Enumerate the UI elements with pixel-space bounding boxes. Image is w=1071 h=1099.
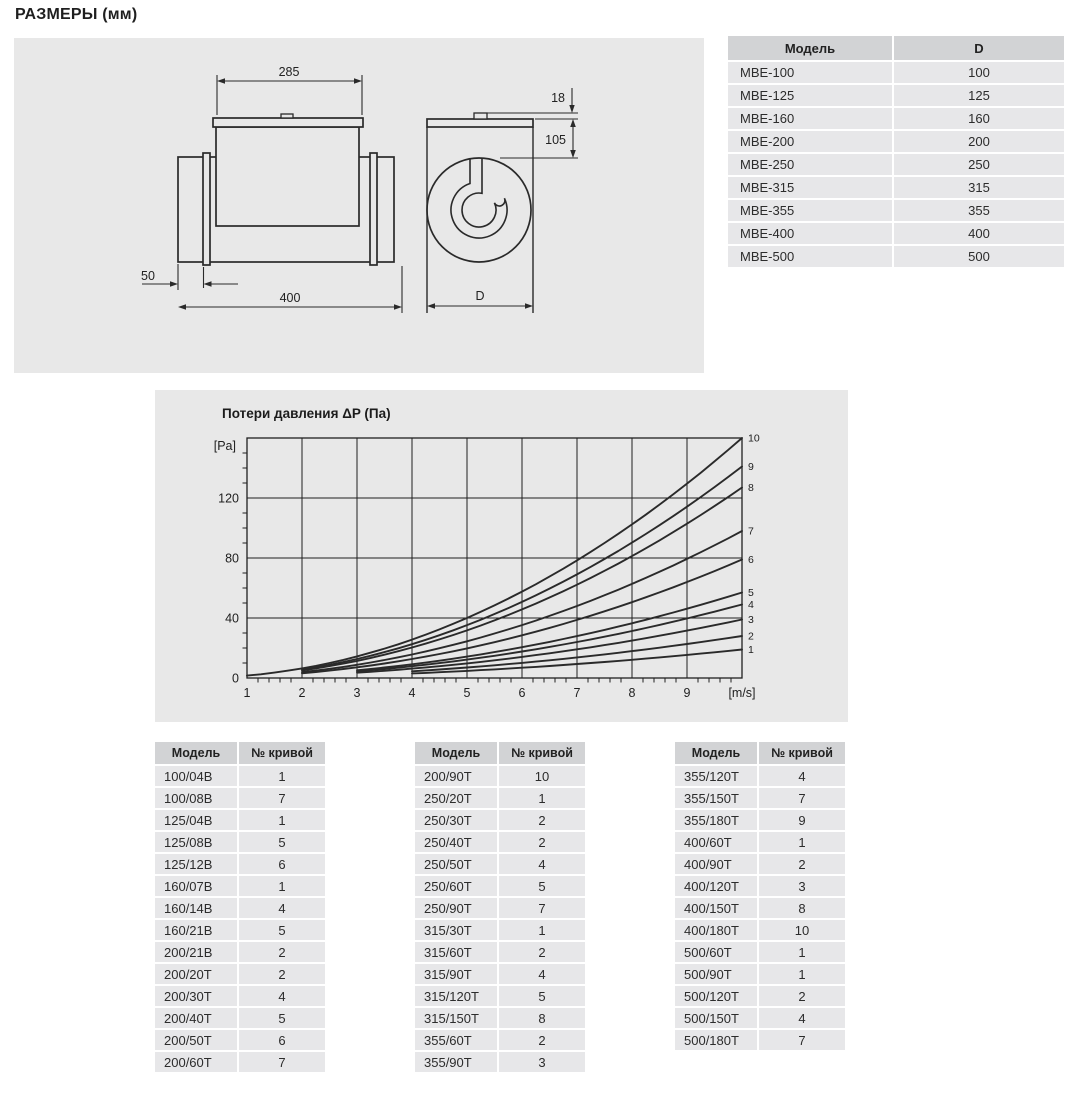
- table-row: [415, 766, 585, 786]
- model-cell: MBE-400: [728, 223, 892, 244]
- curve-label-5: 5: [748, 587, 754, 599]
- table-header-row: [415, 742, 585, 764]
- column-header-model: Модель: [675, 742, 757, 764]
- chart-title: Потери давления ΔP (Па): [222, 406, 391, 421]
- value-cell: 2: [239, 942, 325, 962]
- model-cell: 125/04B: [155, 810, 237, 830]
- table-row: [415, 832, 585, 852]
- model-cell: MBE-500: [728, 246, 892, 267]
- value-cell: 5: [239, 832, 325, 852]
- x-tick-label: 1: [243, 686, 251, 700]
- model-cell: MBE-315: [728, 177, 892, 198]
- model-cell: 250/50T: [415, 854, 497, 874]
- value-cell: 1: [759, 832, 845, 852]
- value-cell: 9: [759, 810, 845, 830]
- table-header-row: [155, 742, 325, 764]
- table-body: [415, 766, 585, 1072]
- table-row: [415, 942, 585, 962]
- curve-table-3: [675, 742, 845, 1052]
- column-header-curve: № кривой: [759, 742, 845, 764]
- x-tick-label: 4: [408, 686, 416, 700]
- value-cell: 7: [759, 1030, 845, 1050]
- model-cell: MBE-200: [728, 131, 892, 152]
- model-cell: 400/90T: [675, 854, 757, 874]
- model-cell: 355/180T: [675, 810, 757, 830]
- value-cell: 4: [759, 766, 845, 786]
- model-cell: 315/90T: [415, 964, 497, 984]
- table-row: [675, 986, 845, 1006]
- table-row: [415, 1008, 585, 1028]
- table-row: [675, 876, 845, 896]
- model-cell: 355/150T: [675, 788, 757, 808]
- value-cell: 7: [759, 788, 845, 808]
- table-header-row: [675, 742, 845, 764]
- value-cell: 3: [499, 1052, 585, 1072]
- table-row: [155, 1008, 325, 1028]
- value-cell: 500: [894, 246, 1064, 267]
- table-row: [675, 1008, 845, 1028]
- model-cell: 200/21B: [155, 942, 237, 962]
- y-tick-label: 120: [218, 491, 239, 506]
- x-tick-label: 6: [518, 686, 526, 700]
- model-cell: MBE-125: [728, 85, 892, 106]
- model-cell: 500/60T: [675, 942, 757, 962]
- table-row: [415, 898, 585, 918]
- table-row: [675, 810, 845, 830]
- model-cell: 400/60T: [675, 832, 757, 852]
- curve-table-2: [415, 742, 585, 1074]
- dim-50: 50: [141, 269, 155, 283]
- value-cell: 4: [759, 1008, 845, 1028]
- table-row: [675, 898, 845, 918]
- table-row: [728, 200, 1064, 221]
- value-cell: 6: [239, 1030, 325, 1050]
- dim-285: 285: [278, 65, 300, 79]
- column-header-model: Модель: [415, 742, 497, 764]
- curve-label-1: 1: [748, 644, 754, 656]
- table-row: [155, 832, 325, 852]
- pressure-loss-chart-panel: [155, 390, 848, 722]
- table-body: [155, 766, 325, 1072]
- model-cell: 315/60T: [415, 942, 497, 962]
- model-cell: 200/50T: [155, 1030, 237, 1050]
- front-view: [427, 113, 533, 313]
- curve-label-3: 3: [748, 614, 754, 626]
- value-cell: 1: [239, 766, 325, 786]
- value-cell: 4: [499, 964, 585, 984]
- column-header-curve: № кривой: [239, 742, 325, 764]
- value-cell: 1: [759, 964, 845, 984]
- value-cell: 3: [759, 876, 845, 896]
- model-cell: 315/120T: [415, 986, 497, 1006]
- column-header-d: D: [894, 36, 1064, 60]
- model-cell: 355/90T: [415, 1052, 497, 1072]
- model-cell: 315/150T: [415, 1008, 497, 1028]
- curve-label-7: 7: [748, 525, 754, 538]
- model-cell: 400/150T: [675, 898, 757, 918]
- table-row: [728, 62, 1064, 83]
- x-unit-label: [m/s]: [728, 686, 756, 700]
- dim-d: D: [475, 289, 485, 303]
- curve-label-4: 4: [748, 599, 754, 611]
- table-row: [415, 1030, 585, 1050]
- table-header-row: [728, 36, 1064, 60]
- table-row: [675, 920, 845, 940]
- side-view: [178, 114, 394, 265]
- value-cell: 2: [499, 810, 585, 830]
- table-row: [728, 223, 1064, 244]
- model-cell: 250/20T: [415, 788, 497, 808]
- table-row: [155, 766, 325, 786]
- model-cell: 200/30T: [155, 986, 237, 1006]
- curve-label-9: 9: [748, 461, 754, 473]
- curve-label-6: 6: [748, 554, 754, 566]
- model-diameter-table: [728, 36, 1064, 269]
- model-cell: 500/90T: [675, 964, 757, 984]
- x-tick-label: 7: [573, 686, 581, 700]
- y-tick-label: 40: [225, 611, 239, 626]
- table-row: [155, 1052, 325, 1072]
- table-row: [728, 177, 1064, 198]
- model-cell: 200/20T: [155, 964, 237, 984]
- table-row: [728, 131, 1064, 152]
- pressure-loss-chart: [155, 390, 848, 722]
- model-cell: 160/21B: [155, 920, 237, 940]
- model-cell: 250/90T: [415, 898, 497, 918]
- value-cell: 10: [759, 920, 845, 940]
- table-row: [155, 986, 325, 1006]
- table-row: [155, 1030, 325, 1050]
- model-cell: 250/30T: [415, 810, 497, 830]
- curve-label-10: 10: [748, 432, 760, 445]
- table-row: [155, 854, 325, 874]
- curve-label-8: 8: [748, 482, 754, 494]
- table-row: [155, 964, 325, 984]
- table-row: [155, 942, 325, 962]
- y-tick-label: 80: [225, 551, 239, 566]
- model-cell: 200/60T: [155, 1052, 237, 1072]
- table-row: [675, 854, 845, 874]
- model-cell: 100/04B: [155, 766, 237, 786]
- model-cell: 250/40T: [415, 832, 497, 852]
- table-body: [728, 62, 1064, 267]
- model-cell: MBE-355: [728, 200, 892, 221]
- value-cell: 5: [239, 1008, 325, 1028]
- value-cell: 7: [239, 1052, 325, 1072]
- curve-table-1: [155, 742, 325, 1074]
- value-cell: 4: [239, 898, 325, 918]
- value-cell: 100: [894, 62, 1064, 83]
- dimension-drawing: [14, 38, 704, 373]
- value-cell: 2: [499, 942, 585, 962]
- curve-label-2: 2: [748, 630, 754, 643]
- page-title: РАЗМЕРЫ (мм): [15, 6, 138, 23]
- value-cell: 7: [499, 898, 585, 918]
- value-cell: 2: [499, 1030, 585, 1050]
- value-cell: 5: [499, 876, 585, 896]
- model-cell: MBE-160: [728, 108, 892, 129]
- value-cell: 1: [759, 942, 845, 962]
- model-cell: 100/08B: [155, 788, 237, 808]
- value-cell: 4: [239, 986, 325, 1006]
- value-cell: 5: [499, 986, 585, 1006]
- value-cell: 200: [894, 131, 1064, 152]
- model-cell: MBE-100: [728, 62, 892, 83]
- table-row: [415, 964, 585, 984]
- table-row: [728, 85, 1064, 106]
- dim-105: 105: [545, 133, 566, 147]
- value-cell: 10: [499, 766, 585, 786]
- value-cell: 4: [499, 854, 585, 874]
- model-cell: 250/60T: [415, 876, 497, 896]
- table-row: [675, 942, 845, 962]
- pressure-curve-10: [247, 438, 742, 676]
- model-cell: 400/120T: [675, 876, 757, 896]
- column-header-model: Модель: [155, 742, 237, 764]
- value-cell: 8: [499, 1008, 585, 1028]
- x-tick-label: 9: [683, 686, 691, 700]
- table-row: [415, 854, 585, 874]
- value-cell: 5: [239, 920, 325, 940]
- model-cell: 500/120T: [675, 986, 757, 1006]
- model-cell: 125/08B: [155, 832, 237, 852]
- table-row: [728, 154, 1064, 175]
- value-cell: 2: [759, 854, 845, 874]
- model-cell: 315/30T: [415, 920, 497, 940]
- model-cell: MBE-250: [728, 154, 892, 175]
- dimension-drawing-panel: [14, 38, 704, 373]
- table-row: [728, 108, 1064, 129]
- model-cell: 200/90T: [415, 766, 497, 786]
- table-row: [415, 876, 585, 896]
- model-cell: 355/120T: [675, 766, 757, 786]
- value-cell: 2: [239, 964, 325, 984]
- column-header-curve: № кривой: [499, 742, 585, 764]
- model-cell: 160/07B: [155, 876, 237, 896]
- model-cell: 500/180T: [675, 1030, 757, 1050]
- table-row: [415, 986, 585, 1006]
- table-body: [675, 766, 845, 1050]
- dim-18: 18: [551, 91, 565, 105]
- table-row: [415, 920, 585, 940]
- value-cell: 160: [894, 108, 1064, 129]
- model-cell: 400/180T: [675, 920, 757, 940]
- table-row: [415, 810, 585, 830]
- x-tick-label: 8: [628, 686, 636, 700]
- column-header-model: Модель: [728, 36, 892, 60]
- value-cell: 2: [759, 986, 845, 1006]
- table-row: [155, 788, 325, 808]
- value-cell: 315: [894, 177, 1064, 198]
- value-cell: 250: [894, 154, 1064, 175]
- model-cell: 500/150T: [675, 1008, 757, 1028]
- value-cell: 125: [894, 85, 1064, 106]
- dim-400: 400: [279, 291, 301, 305]
- table-row: [415, 788, 585, 808]
- table-row: [155, 876, 325, 896]
- value-cell: 1: [239, 876, 325, 896]
- model-cell: 160/14B: [155, 898, 237, 918]
- value-cell: 400: [894, 223, 1064, 244]
- table-row: [675, 788, 845, 808]
- table-row: [155, 920, 325, 940]
- value-cell: 8: [759, 898, 845, 918]
- y-unit-label: [Pa]: [213, 439, 236, 453]
- value-cell: 1: [499, 788, 585, 808]
- x-tick-label: 3: [353, 686, 361, 700]
- table-row: [155, 810, 325, 830]
- table-row: [675, 832, 845, 852]
- table-row: [675, 964, 845, 984]
- model-cell: 355/60T: [415, 1030, 497, 1050]
- value-cell: 6: [239, 854, 325, 874]
- model-cell: 125/12B: [155, 854, 237, 874]
- table-row: [415, 1052, 585, 1072]
- model-cell: 200/40T: [155, 1008, 237, 1028]
- table-row: [675, 766, 845, 786]
- value-cell: 2: [499, 832, 585, 852]
- value-cell: 1: [239, 810, 325, 830]
- table-row: [675, 1030, 845, 1050]
- x-tick-label: 2: [298, 686, 306, 700]
- y-tick-label: 0: [232, 671, 239, 686]
- table-row: [155, 898, 325, 918]
- value-cell: 355: [894, 200, 1064, 221]
- table-row: [728, 246, 1064, 267]
- value-cell: 1: [499, 920, 585, 940]
- x-tick-label: 5: [463, 686, 471, 700]
- value-cell: 7: [239, 788, 325, 808]
